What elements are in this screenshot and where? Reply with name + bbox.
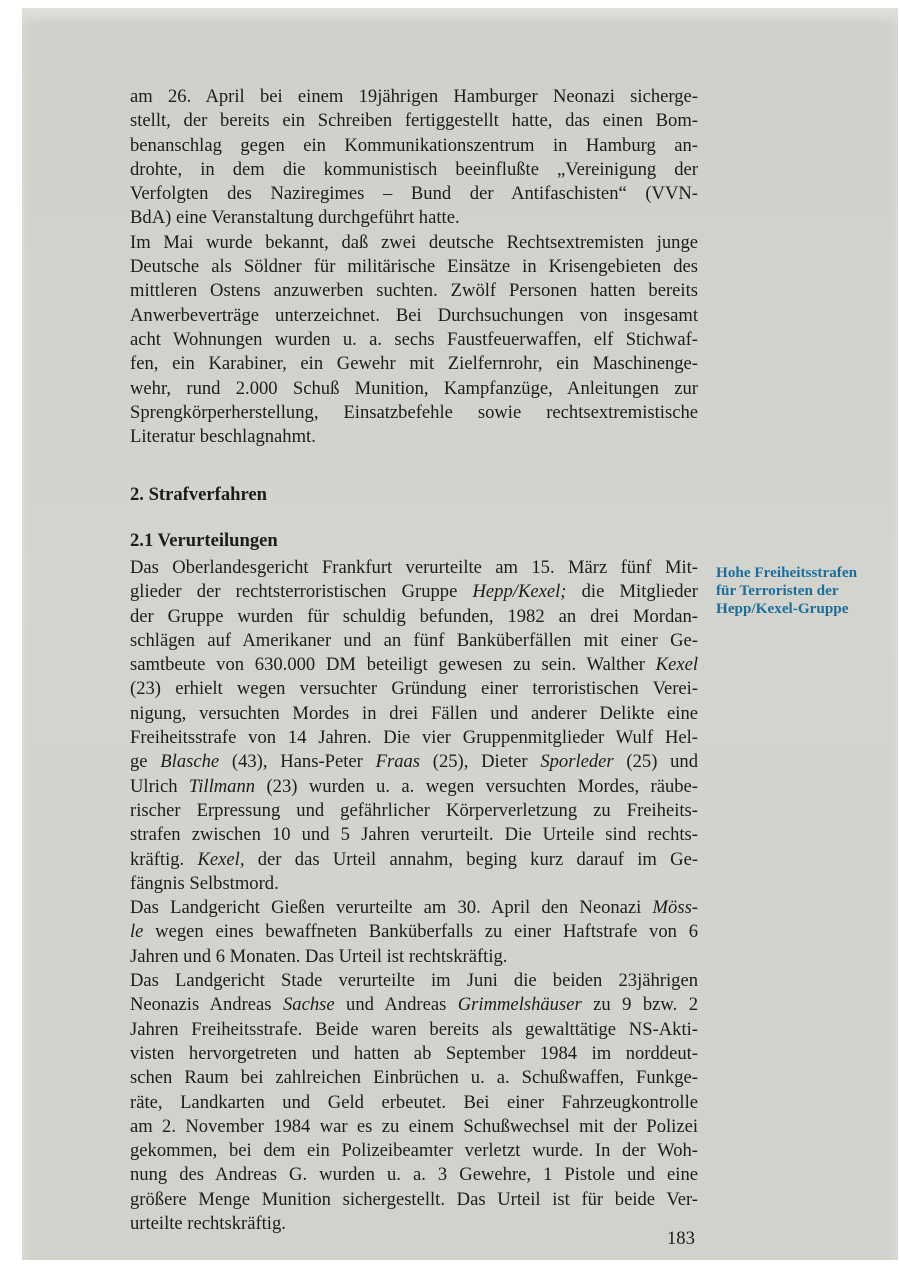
paragraph-2 bbox=[130, 231, 698, 450]
document-page bbox=[22, 8, 898, 1260]
text-line: Ulrich Tillmann (23) wurden u. a. wegen versuchten Mordes, räube- bbox=[130, 775, 698, 797]
name-sachse: Sachse bbox=[282, 994, 335, 1016]
text-line: Das Landgericht Gießen verurteilte am 30. April den Neonazi Möss- bbox=[130, 897, 698, 919]
text-line: strafen zwischen 10 und 5 Jahren verurteilt. Die Urteile sind rechts- bbox=[130, 824, 698, 846]
intro-text-block bbox=[130, 85, 698, 449]
name-fraas: Fraas bbox=[375, 751, 421, 773]
text-line: größere Menge Munition sichergestellt. Das Urteil ist für beide Ver- bbox=[130, 1188, 698, 1210]
text-line: Verfolgten des Naziregimes – Bund der Antifaschisten“ (VVN- bbox=[130, 183, 698, 205]
text-line: Literatur beschlagnahmt. bbox=[130, 426, 316, 448]
text-line: am 26. April bei einem 19jährigen Hamburger Neonazi sicherge- bbox=[130, 86, 698, 107]
name-moessle: le bbox=[130, 921, 144, 943]
text-line: mittleren Ostens anzuwerben suchten. Zwölf Personen hatten bereits bbox=[130, 280, 698, 302]
text-line: der Gruppe wurden für schuldig befunden, 1982 an drei Mordan- bbox=[130, 605, 698, 627]
margin-note-line: Hepp/Kexel-Gruppe bbox=[716, 600, 849, 617]
name-kexel: Kexel, bbox=[197, 848, 245, 870]
text-line: Jahren Freiheitsstrafe. Beide waren bereits als gewalttätige NS-Akti- bbox=[130, 1018, 698, 1040]
text-line: BdA) eine Veranstaltung durchgeführt hatte. bbox=[130, 207, 460, 229]
verdicts-text-block bbox=[130, 556, 698, 1236]
text-line: nung des Andreas G. wurden u. a. 3 Gewehre, 1 Pistole und eine bbox=[130, 1164, 698, 1186]
text-line: Im Mai wurde bekannt, daß zwei deutsche Rechtsextremisten junge bbox=[130, 231, 698, 253]
name-grimmelshaeuser: Grimmelshäuser bbox=[457, 994, 582, 1016]
text-line: drohte, in dem die kommunistisch beeinflußte „Vereinigung der bbox=[130, 158, 698, 180]
text-line: Deutsche als Söldner für militärische Einsätze in Krisengebieten des bbox=[130, 256, 698, 278]
name-tillmann: Tillmann bbox=[188, 775, 256, 797]
subsection-heading: 2.1 Verurteilungen bbox=[130, 530, 278, 551]
paragraph-3 bbox=[130, 556, 698, 896]
text-line: gekommen, bei dem ein Polizeibeamter verletzt wurde. In der Woh- bbox=[130, 1140, 698, 1162]
text-line: benanschlag gegen ein Kommunikationszentrum in Hamburg an- bbox=[130, 134, 698, 156]
text-line: samtbeute von 630.000 DM beteiligt gewesen zu sein. Walther Kexel bbox=[130, 654, 698, 676]
text-line: Sprengkörperherstellung, Einsatzbefehle sowie rechtsextremistische bbox=[130, 401, 698, 423]
text-line: kräftig. Kexel, der das Urteil annahm, beging kurz darauf im Ge- bbox=[130, 848, 699, 870]
text-line: fen, ein Karabiner, ein Gewehr mit Zielfernrohr, ein Maschinenge- bbox=[130, 353, 698, 375]
text-line: Jahren und 6 Monaten. Das Urteil ist rechtskräftig. bbox=[130, 945, 508, 967]
text-line: räte, Landkarten und Geld erbeutet. Bei einer Fahrzeugkontrolle bbox=[130, 1091, 698, 1113]
text-line: Anwerbeverträge unterzeichnet. Bei Durchsuchungen von insgesamt bbox=[130, 304, 698, 326]
text-line: schen Raum bei zahlreichen Einbrüchen u. a. Schußwaffen, Funkge- bbox=[130, 1067, 698, 1089]
name-sporleder: Sporleder bbox=[540, 751, 614, 773]
text-line: Das Oberlandesgericht Frankfurt verurteilte am 15. März fünf Mit- bbox=[130, 557, 698, 578]
name-blasche: Blasche bbox=[160, 751, 220, 773]
text-line: schlägen auf Amerikaner und an fünf Banküberfällen mit einer Ge- bbox=[130, 629, 698, 651]
text-line: glieder der rechtsterroristischen Gruppe Hepp/Kexel; die Mitglieder bbox=[130, 581, 698, 603]
name-kexel: Kexel bbox=[655, 654, 698, 676]
name-hepp-kexel: Hepp/Kexel; bbox=[472, 581, 567, 603]
paragraph-1 bbox=[130, 85, 698, 231]
page-number: 183 bbox=[667, 1228, 695, 1249]
text-line: urteilte rechtskräftig. bbox=[130, 1213, 286, 1235]
margin-note bbox=[716, 564, 896, 618]
text-line: rischer Erpressung und gefährlicher Körperverletzung zu Freiheits- bbox=[130, 799, 698, 821]
text-line: Das Landgericht Stade verurteilte im Juni die beiden 23jährigen bbox=[130, 970, 698, 992]
text-line: le wegen eines bewaffneten Banküberfalls zu einer Haftstrafe von 6 bbox=[130, 921, 698, 943]
text-line: Neonazis Andreas Sachse und Andreas Grimmelshäuser zu 9 bzw. 2 bbox=[130, 994, 699, 1016]
text-line: (23) erhielt wegen versuchter Gründung einer terroristischen Verei- bbox=[130, 678, 698, 700]
text-line: wehr, rund 2.000 Schuß Munition, Kampfanzüge, Anleitungen zur bbox=[130, 377, 698, 399]
margin-note-line: Hohe Freiheitsstrafen bbox=[716, 564, 858, 581]
text-line: visten hervorgetreten und hatten ab September 1984 im norddeut- bbox=[130, 1042, 698, 1064]
text-line: acht Wohnungen wurden u. a. sechs Faustfeuerwaffen, elf Stichwaf- bbox=[130, 328, 698, 350]
margin-note-line: für Terroristen der bbox=[716, 582, 839, 599]
paragraph-4 bbox=[130, 896, 698, 969]
text-line: stellt, der bereits ein Schreiben fertiggestellt hatte, das einen Bom- bbox=[130, 110, 698, 132]
text-line: fängnis Selbstmord. bbox=[130, 872, 279, 894]
text-line: am 2. November 1984 war es zu einem Schußwechsel mit der Polizei bbox=[130, 1115, 698, 1137]
paragraph-5 bbox=[130, 969, 698, 1236]
text-line: Freiheitsstrafe von 14 Jahren. Die vier Gruppenmitglieder Wulf Hel- bbox=[130, 727, 698, 749]
name-moessle: Möss- bbox=[652, 897, 698, 919]
text-line: ge Blasche (43), Hans-Peter Fraas (25), Dieter Sporleder (25) und bbox=[130, 751, 699, 773]
section-heading: 2. Strafverfahren bbox=[130, 484, 268, 505]
text-line: nigung, versuchten Mordes in drei Fällen und anderer Delikte eine bbox=[130, 702, 698, 724]
